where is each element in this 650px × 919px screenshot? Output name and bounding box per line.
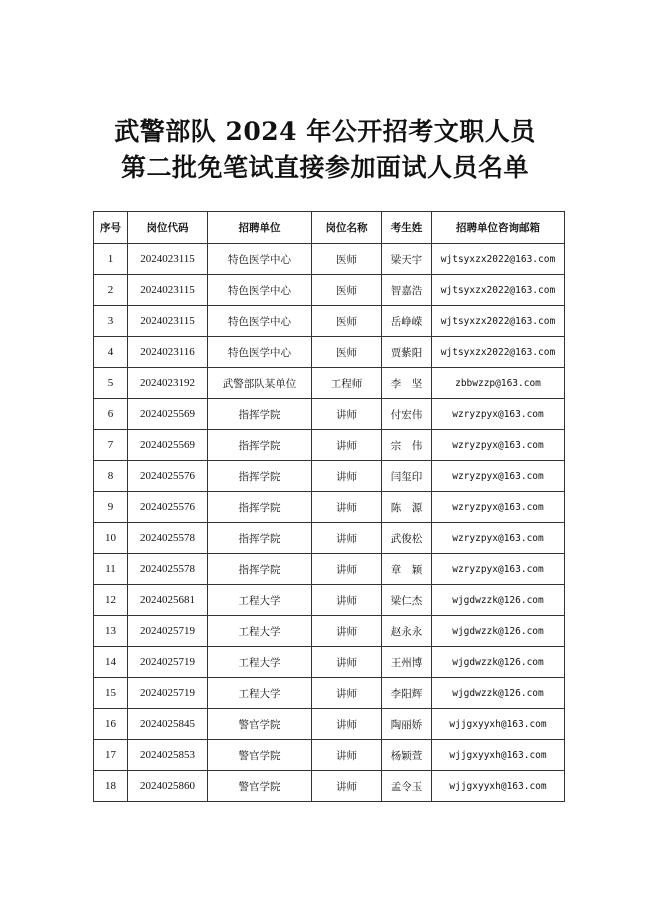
cell-post-name: 讲师 — [312, 492, 382, 523]
cell-contact-email: zbbwzzp@163.com — [432, 368, 565, 399]
cell-unit: 武警部队某单位 — [208, 368, 312, 399]
header-candidate-name: 考生姓 — [382, 212, 432, 244]
cell-candidate-name: 宗 伟 — [382, 430, 432, 461]
cell-unit: 指挥学院 — [208, 523, 312, 554]
cell-post-name: 医师 — [312, 244, 382, 275]
cell-post-code: 2024025578 — [128, 554, 208, 585]
cell-candidate-name: 王州博 — [382, 647, 432, 678]
cell-contact-email: wjtsyxzx2022@163.com — [432, 244, 565, 275]
cell-post-name: 讲师 — [312, 647, 382, 678]
table-row — [94, 275, 565, 306]
cell-candidate-name: 智嘉浩 — [382, 275, 432, 306]
cell-post-name: 医师 — [312, 306, 382, 337]
cell-seq: 14 — [94, 647, 128, 678]
table-row — [94, 337, 565, 368]
cell-candidate-name: 赵永永 — [382, 616, 432, 647]
cell-candidate-name: 贾紫阳 — [382, 337, 432, 368]
cell-seq: 10 — [94, 523, 128, 554]
cell-candidate-name: 梁仁杰 — [382, 585, 432, 616]
table-row — [94, 647, 565, 678]
cell-post-code: 2024023192 — [128, 368, 208, 399]
cell-contact-email: wjjgxyyxh@163.com — [432, 771, 565, 802]
cell-unit: 指挥学院 — [208, 461, 312, 492]
cell-contact-email: wjgdwzzk@126.com — [432, 585, 565, 616]
cell-contact-email: wzryzpyx@163.com — [432, 461, 565, 492]
cell-post-name: 讲师 — [312, 678, 382, 709]
cell-post-code: 2024025860 — [128, 771, 208, 802]
table-row — [94, 461, 565, 492]
cell-unit: 工程大学 — [208, 678, 312, 709]
cell-post-name: 医师 — [312, 275, 382, 306]
cell-contact-email: wjgdwzzk@126.com — [432, 647, 565, 678]
cell-unit: 工程大学 — [208, 647, 312, 678]
cell-seq: 13 — [94, 616, 128, 647]
cell-candidate-name: 梁天宇 — [382, 244, 432, 275]
table-row — [94, 368, 565, 399]
cell-unit: 警官学院 — [208, 740, 312, 771]
cell-seq: 8 — [94, 461, 128, 492]
cell-contact-email: wjtsyxzx2022@163.com — [432, 275, 565, 306]
cell-contact-email: wjjgxyyxh@163.com — [432, 740, 565, 771]
cell-contact-email: wzryzpyx@163.com — [432, 523, 565, 554]
cell-post-name: 讲师 — [312, 616, 382, 647]
document-title-line-2: 第二批免笔试直接参加面试人员名单 — [120, 153, 529, 182]
cell-post-code: 2024025853 — [128, 740, 208, 771]
table-row — [94, 430, 565, 461]
cell-seq: 17 — [94, 740, 128, 771]
cell-unit: 特色医学中心 — [208, 337, 312, 368]
cell-seq: 16 — [94, 709, 128, 740]
cell-contact-email: wzryzpyx@163.com — [432, 430, 565, 461]
cell-unit: 指挥学院 — [208, 430, 312, 461]
cell-unit: 特色医学中心 — [208, 275, 312, 306]
table-row — [94, 244, 565, 275]
cell-candidate-name: 陈 源 — [382, 492, 432, 523]
cell-unit: 警官学院 — [208, 771, 312, 802]
cell-candidate-name: 闫玺印 — [382, 461, 432, 492]
header-post-name: 岗位名称 — [312, 212, 382, 244]
cell-seq: 2 — [94, 275, 128, 306]
cell-contact-email: wzryzpyx@163.com — [432, 554, 565, 585]
cell-unit: 指挥学院 — [208, 492, 312, 523]
cell-contact-email: wjgdwzzk@126.com — [432, 678, 565, 709]
cell-candidate-name: 李 坚 — [382, 368, 432, 399]
cell-unit: 特色医学中心 — [208, 306, 312, 337]
cell-post-code: 2024025569 — [128, 430, 208, 461]
table-row — [94, 523, 565, 554]
cell-post-code: 2024025576 — [128, 461, 208, 492]
cell-post-code: 2024023115 — [128, 275, 208, 306]
cell-seq: 11 — [94, 554, 128, 585]
cell-candidate-name: 李阳辉 — [382, 678, 432, 709]
header-unit: 招聘单位 — [208, 212, 312, 244]
cell-seq: 7 — [94, 430, 128, 461]
cell-contact-email: wjjgxyyxh@163.com — [432, 709, 565, 740]
header-contact-email: 招聘单位咨询邮箱 — [432, 212, 565, 244]
cell-post-name: 讲师 — [312, 709, 382, 740]
cell-candidate-name: 陶丽娇 — [382, 709, 432, 740]
cell-post-name: 讲师 — [312, 771, 382, 802]
cell-seq: 9 — [94, 492, 128, 523]
cell-post-name: 讲师 — [312, 585, 382, 616]
cell-post-name: 讲师 — [312, 740, 382, 771]
cell-post-code: 2024025681 — [128, 585, 208, 616]
table-row — [94, 771, 565, 802]
table-row — [94, 740, 565, 771]
cell-unit: 指挥学院 — [208, 399, 312, 430]
cell-seq: 18 — [94, 771, 128, 802]
header-post-code: 岗位代码 — [128, 212, 208, 244]
cell-seq: 12 — [94, 585, 128, 616]
header-seq: 序号 — [94, 212, 128, 244]
cell-unit: 指挥学院 — [208, 554, 312, 585]
cell-post-name: 讲师 — [312, 554, 382, 585]
table-row — [94, 709, 565, 740]
cell-post-name: 讲师 — [312, 523, 382, 554]
table-row — [94, 399, 565, 430]
cell-post-code: 2024025719 — [128, 616, 208, 647]
table-row — [94, 616, 565, 647]
table-row — [94, 554, 565, 585]
cell-candidate-name: 岳峥嵘 — [382, 306, 432, 337]
cell-post-name: 讲师 — [312, 461, 382, 492]
table-row — [94, 585, 565, 616]
cell-post-code: 2024025578 — [128, 523, 208, 554]
cell-seq: 1 — [94, 244, 128, 275]
cell-candidate-name: 付宏伟 — [382, 399, 432, 430]
cell-post-code: 2024025719 — [128, 647, 208, 678]
cell-post-name: 工程师 — [312, 368, 382, 399]
cell-post-code: 2024025576 — [128, 492, 208, 523]
table-row — [94, 492, 565, 523]
table-row — [94, 306, 565, 337]
cell-post-code: 2024023116 — [128, 337, 208, 368]
document-title-line-1: 武警部队 2024 年公开招考文职人员 — [114, 117, 536, 146]
cell-unit: 警官学院 — [208, 709, 312, 740]
cell-seq: 3 — [94, 306, 128, 337]
cell-unit: 工程大学 — [208, 616, 312, 647]
cell-contact-email: wzryzpyx@163.com — [432, 399, 565, 430]
cell-post-code: 2024025719 — [128, 678, 208, 709]
cell-seq: 15 — [94, 678, 128, 709]
cell-candidate-name: 杨颖萱 — [382, 740, 432, 771]
cell-seq: 6 — [94, 399, 128, 430]
cell-candidate-name: 武俊松 — [382, 523, 432, 554]
cell-post-code: 2024023115 — [128, 306, 208, 337]
cell-post-name: 讲师 — [312, 399, 382, 430]
cell-post-name: 讲师 — [312, 430, 382, 461]
cell-unit: 工程大学 — [208, 585, 312, 616]
cell-post-code: 2024025845 — [128, 709, 208, 740]
table-row — [94, 678, 565, 709]
cell-contact-email: wjgdwzzk@126.com — [432, 616, 565, 647]
cell-seq: 5 — [94, 368, 128, 399]
candidate-table — [93, 211, 565, 802]
cell-post-code: 2024023115 — [128, 244, 208, 275]
cell-post-name: 医师 — [312, 337, 382, 368]
cell-unit: 特色医学中心 — [208, 244, 312, 275]
cell-contact-email: wjtsyxzx2022@163.com — [432, 337, 565, 368]
cell-post-code: 2024025569 — [128, 399, 208, 430]
cell-candidate-name: 章 颖 — [382, 554, 432, 585]
cell-contact-email: wjtsyxzx2022@163.com — [432, 306, 565, 337]
cell-seq: 4 — [94, 337, 128, 368]
table-header-row — [94, 212, 565, 244]
cell-candidate-name: 孟令玉 — [382, 771, 432, 802]
cell-contact-email: wzryzpyx@163.com — [432, 492, 565, 523]
